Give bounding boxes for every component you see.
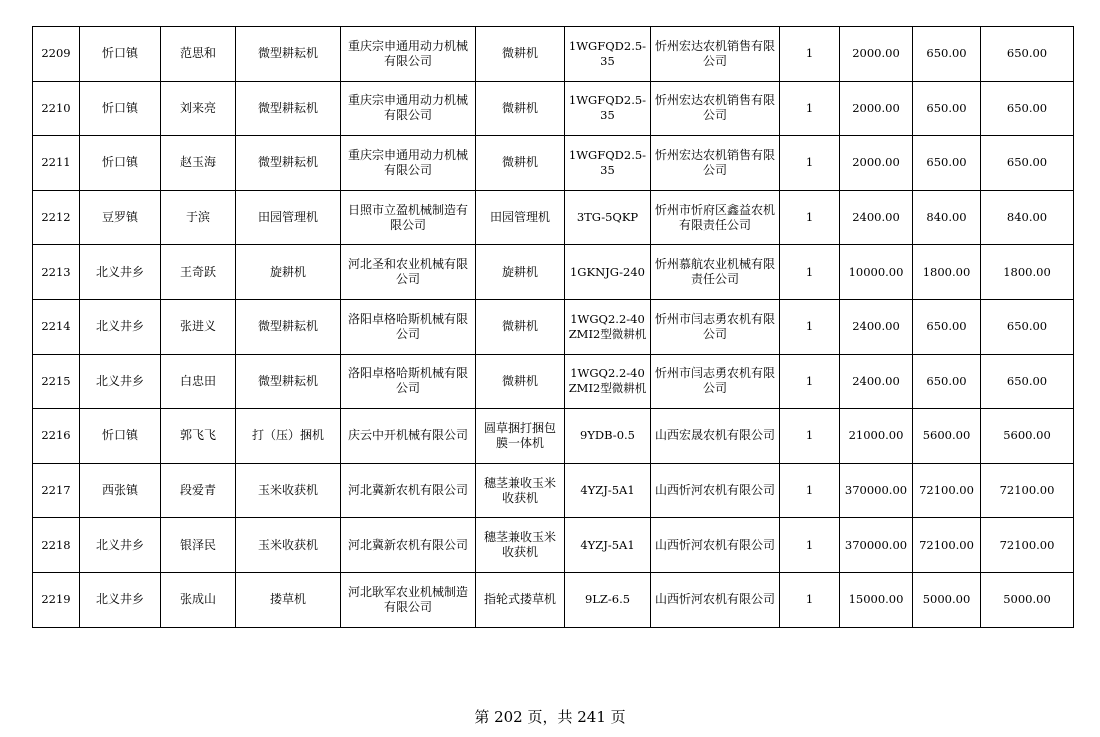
total-subsidy-cell: 650.00: [981, 27, 1074, 82]
sale-price-cell: 15000.00: [840, 572, 913, 627]
total-subsidy-cell: 72100.00: [981, 463, 1074, 518]
dealer-cell: 忻州宏达农机销售有限公司: [651, 136, 780, 191]
manufacturer-cell: 河北冀新农机有限公司: [341, 518, 476, 573]
row-number-cell: 2214: [33, 299, 80, 354]
quantity-cell: 1: [780, 409, 840, 464]
model-number-cell: 4YZJ-5A1: [565, 518, 651, 573]
quantity-cell: 1: [780, 572, 840, 627]
subsidy-table: [32, 26, 1074, 628]
town-cell: 豆罗镇: [80, 190, 161, 245]
model-number-cell: 9LZ-6.5: [565, 572, 651, 627]
machine-category-cell: 打（压）捆机: [236, 409, 341, 464]
subsidy-amount-cell: 1800.00: [913, 245, 981, 300]
dealer-cell: 忻州宏达农机销售有限公司: [651, 27, 780, 82]
sale-price-cell: 2000.00: [840, 81, 913, 136]
subsidy-amount-cell: 650.00: [913, 81, 981, 136]
manufacturer-cell: 重庆宗申通用动力机械有限公司: [341, 27, 476, 82]
table-row: [33, 299, 1074, 354]
machine-category-cell: 微型耕耘机: [236, 354, 341, 409]
total-subsidy-cell: 650.00: [981, 136, 1074, 191]
quantity-cell: 1: [780, 81, 840, 136]
total-subsidy-cell: 1800.00: [981, 245, 1074, 300]
quantity-cell: 1: [780, 518, 840, 573]
row-number-cell: 2218: [33, 518, 80, 573]
table-row: [33, 354, 1074, 409]
manufacturer-cell: 洛阳卓格哈斯机械有限公司: [341, 354, 476, 409]
dealer-cell: 山西宏晟农机有限公司: [651, 409, 780, 464]
machine-category-cell: 微型耕耘机: [236, 299, 341, 354]
model-number-cell: 3TG-5QKP: [565, 190, 651, 245]
sale-price-cell: 2400.00: [840, 190, 913, 245]
row-number-cell: 2211: [33, 136, 80, 191]
buyer-name-cell: 银泽民: [161, 518, 236, 573]
total-subsidy-cell: 650.00: [981, 81, 1074, 136]
model-number-cell: 1GKNJG-240: [565, 245, 651, 300]
table-row: [33, 518, 1074, 573]
total-subsidy-cell: 72100.00: [981, 518, 1074, 573]
buyer-name-cell: 白忠田: [161, 354, 236, 409]
table-row: [33, 27, 1074, 82]
table-row: [33, 81, 1074, 136]
model-number-cell: 1WGQ2.2-40ZMI2型微耕机: [565, 299, 651, 354]
model-number-cell: 1WGQ2.2-40ZMI2型微耕机: [565, 354, 651, 409]
sale-price-cell: 10000.00: [840, 245, 913, 300]
buyer-name-cell: 刘来亮: [161, 81, 236, 136]
manufacturer-cell: 河北圣和农业机械有限公司: [341, 245, 476, 300]
product-name-cell: 微耕机: [476, 354, 565, 409]
manufacturer-cell: 重庆宗申通用动力机械有限公司: [341, 136, 476, 191]
manufacturer-cell: 河北耿军农业机械制造有限公司: [341, 572, 476, 627]
buyer-name-cell: 王奇跃: [161, 245, 236, 300]
dealer-cell: 忻州市闫志勇农机有限公司: [651, 354, 780, 409]
machine-category-cell: 微型耕耘机: [236, 27, 341, 82]
subsidy-amount-cell: 650.00: [913, 354, 981, 409]
dealer-cell: 忻州慕航农业机械有限责任公司: [651, 245, 780, 300]
sale-price-cell: 370000.00: [840, 518, 913, 573]
machine-category-cell: 玉米收获机: [236, 518, 341, 573]
manufacturer-cell: 重庆宗申通用动力机械有限公司: [341, 81, 476, 136]
row-number-cell: 2216: [33, 409, 80, 464]
model-number-cell: 4YZJ-5A1: [565, 463, 651, 518]
total-subsidy-cell: 5000.00: [981, 572, 1074, 627]
table-row: [33, 572, 1074, 627]
buyer-name-cell: 张进义: [161, 299, 236, 354]
quantity-cell: 1: [780, 299, 840, 354]
dealer-cell: 山西忻河农机有限公司: [651, 463, 780, 518]
quantity-cell: 1: [780, 190, 840, 245]
sale-price-cell: 2400.00: [840, 299, 913, 354]
quantity-cell: 1: [780, 136, 840, 191]
subsidy-amount-cell: 650.00: [913, 299, 981, 354]
sale-price-cell: 2000.00: [840, 27, 913, 82]
subsidy-amount-cell: 72100.00: [913, 518, 981, 573]
table-body: [33, 27, 1074, 628]
page-footer: 第 202 页，共 241 页: [474, 708, 626, 726]
subsidy-amount-cell: 5600.00: [913, 409, 981, 464]
product-name-cell: 微耕机: [476, 136, 565, 191]
model-number-cell: 1WGFQD2.5-35: [565, 81, 651, 136]
machine-category-cell: 玉米收获机: [236, 463, 341, 518]
town-cell: 北义井乡: [80, 354, 161, 409]
product-name-cell: 微耕机: [476, 299, 565, 354]
subsidy-amount-cell: 650.00: [913, 27, 981, 82]
sale-price-cell: 2000.00: [840, 136, 913, 191]
buyer-name-cell: 范思和: [161, 27, 236, 82]
machine-category-cell: 微型耕耘机: [236, 81, 341, 136]
product-name-cell: 旋耕机: [476, 245, 565, 300]
manufacturer-cell: 河北冀新农机有限公司: [341, 463, 476, 518]
buyer-name-cell: 张成山: [161, 572, 236, 627]
machine-category-cell: 搂草机: [236, 572, 341, 627]
product-name-cell: 田园管理机: [476, 190, 565, 245]
subsidy-amount-cell: 840.00: [913, 190, 981, 245]
model-number-cell: 1WGFQD2.5-35: [565, 27, 651, 82]
model-number-cell: 1WGFQD2.5-35: [565, 136, 651, 191]
row-number-cell: 2215: [33, 354, 80, 409]
buyer-name-cell: 赵玉海: [161, 136, 236, 191]
row-number-cell: 2213: [33, 245, 80, 300]
machine-category-cell: 田园管理机: [236, 190, 341, 245]
buyer-name-cell: 段爱青: [161, 463, 236, 518]
row-number-cell: 2217: [33, 463, 80, 518]
row-number-cell: 2210: [33, 81, 80, 136]
town-cell: 忻口镇: [80, 81, 161, 136]
dealer-cell: 山西忻河农机有限公司: [651, 518, 780, 573]
product-name-cell: 穗茎兼收玉米收获机: [476, 518, 565, 573]
dealer-cell: 忻州宏达农机销售有限公司: [651, 81, 780, 136]
sale-price-cell: 2400.00: [840, 354, 913, 409]
sale-price-cell: 370000.00: [840, 463, 913, 518]
table-row: [33, 245, 1074, 300]
town-cell: 西张镇: [80, 463, 161, 518]
dealer-cell: 忻州市闫志勇农机有限公司: [651, 299, 780, 354]
product-name-cell: 微耕机: [476, 81, 565, 136]
town-cell: 北义井乡: [80, 245, 161, 300]
town-cell: 北义井乡: [80, 518, 161, 573]
buyer-name-cell: 于滨: [161, 190, 236, 245]
total-subsidy-cell: 840.00: [981, 190, 1074, 245]
total-subsidy-cell: 650.00: [981, 354, 1074, 409]
subsidy-amount-cell: 5000.00: [913, 572, 981, 627]
machine-category-cell: 微型耕耘机: [236, 136, 341, 191]
row-number-cell: 2219: [33, 572, 80, 627]
table-row: [33, 136, 1074, 191]
town-cell: 北义井乡: [80, 572, 161, 627]
manufacturer-cell: 洛阳卓格哈斯机械有限公司: [341, 299, 476, 354]
table-row: [33, 409, 1074, 464]
total-subsidy-cell: 650.00: [981, 299, 1074, 354]
model-number-cell: 9YDB-0.5: [565, 409, 651, 464]
row-number-cell: 2212: [33, 190, 80, 245]
dealer-cell: 忻州市忻府区鑫益农机有限责任公司: [651, 190, 780, 245]
total-subsidy-cell: 5600.00: [981, 409, 1074, 464]
product-name-cell: 穗茎兼收玉米收获机: [476, 463, 565, 518]
subsidy-amount-cell: 650.00: [913, 136, 981, 191]
product-name-cell: 指轮式搂草机: [476, 572, 565, 627]
table-row: [33, 463, 1074, 518]
row-number-cell: 2209: [33, 27, 80, 82]
town-cell: 忻口镇: [80, 409, 161, 464]
town-cell: 北义井乡: [80, 299, 161, 354]
buyer-name-cell: 郭飞飞: [161, 409, 236, 464]
quantity-cell: 1: [780, 354, 840, 409]
dealer-cell: 山西忻河农机有限公司: [651, 572, 780, 627]
quantity-cell: 1: [780, 27, 840, 82]
manufacturer-cell: 庆云中开机械有限公司: [341, 409, 476, 464]
town-cell: 忻口镇: [80, 27, 161, 82]
quantity-cell: 1: [780, 463, 840, 518]
manufacturer-cell: 日照市立盈机械制造有限公司: [341, 190, 476, 245]
sale-price-cell: 21000.00: [840, 409, 913, 464]
town-cell: 忻口镇: [80, 136, 161, 191]
quantity-cell: 1: [780, 245, 840, 300]
product-name-cell: 微耕机: [476, 27, 565, 82]
table-row: [33, 190, 1074, 245]
product-name-cell: 圆草捆打捆包膜一体机: [476, 409, 565, 464]
machine-category-cell: 旋耕机: [236, 245, 341, 300]
subsidy-amount-cell: 72100.00: [913, 463, 981, 518]
